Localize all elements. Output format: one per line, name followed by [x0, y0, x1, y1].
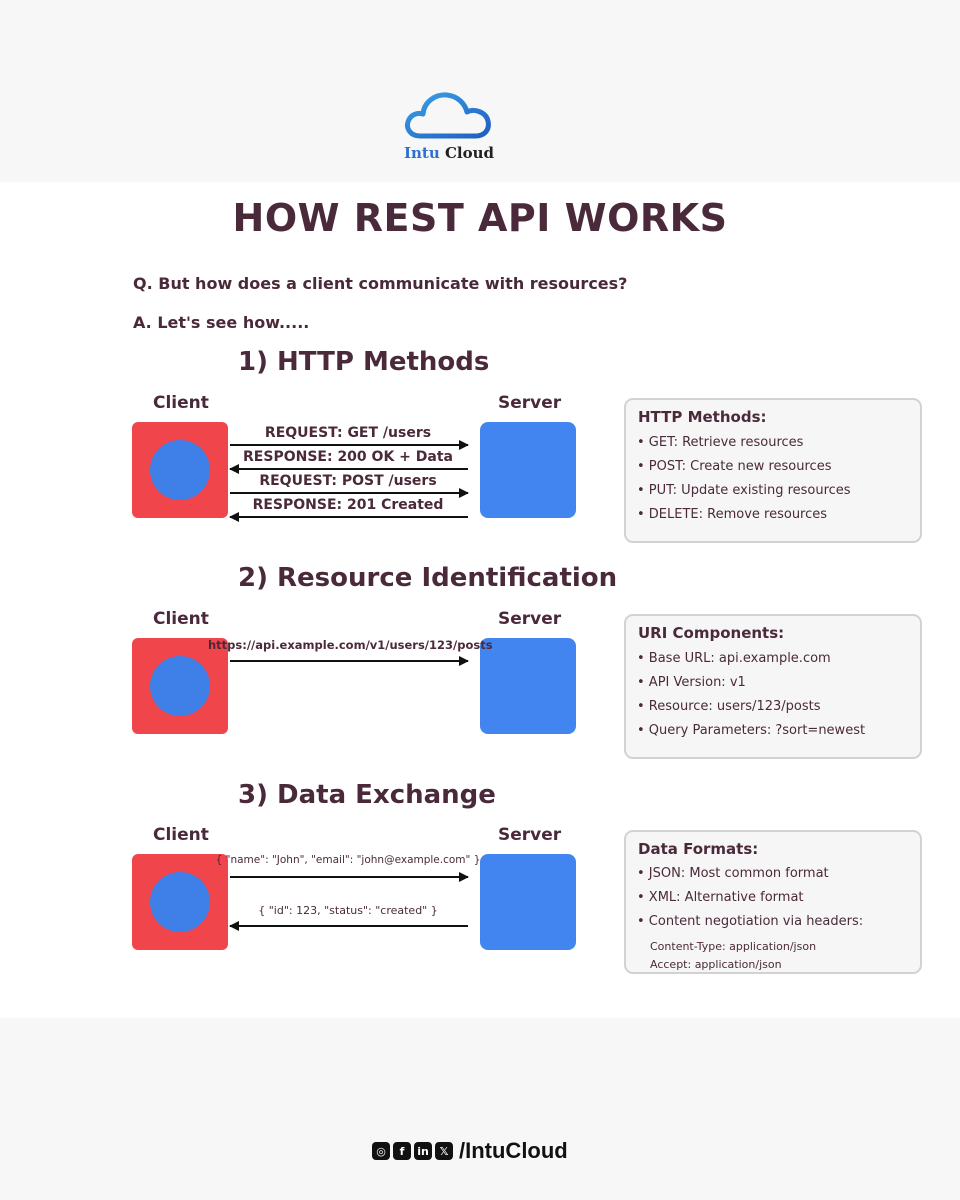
arrow-label-response-json: { "id": 123, "status": "created" } [258, 904, 438, 917]
social-handle-text: /IntuCloud [459, 1138, 568, 1163]
arrow-label-post-request: REQUEST: POST /users [259, 473, 437, 489]
info-item: • Content negotiation via headers: [637, 914, 864, 929]
client-label: Client [153, 609, 209, 629]
client-label: Client [153, 393, 209, 413]
arrow-label-get-request: REQUEST: GET /users [264, 425, 432, 441]
info-title: URI Components: [638, 624, 785, 642]
server-label: Server [498, 609, 562, 629]
info-item: • GET: Retrieve resources [637, 435, 804, 450]
info-item: • API Version: v1 [637, 675, 746, 690]
server-label: Server [498, 393, 562, 413]
info-item: • Resource: users/123/posts [637, 699, 821, 714]
info-item: • PUT: Update existing resources [637, 483, 851, 498]
info-subitem: Accept: application/json [650, 958, 782, 971]
brand-name-part2: Cloud [444, 144, 495, 162]
page-title: HOW REST API WORKS [232, 196, 728, 240]
arrow-label-uri: https://api.example.com/v1/users/123/posts [208, 638, 493, 652]
arrow-label-request-json: { "name": "John", "email": "john@example.com" } [215, 854, 481, 866]
x-icon[interactable]: 𝕏 [435, 1142, 453, 1160]
server-label: Server [498, 825, 562, 845]
question-text: Q. But how does a client communicate with resources? [133, 274, 628, 293]
info-title: HTTP Methods: [638, 408, 767, 426]
section-heading-data-exchange: 3) Data Exchange [238, 780, 496, 810]
brand-name-part1: Intu [403, 144, 440, 162]
client-label: Client [153, 825, 209, 845]
info-item: • POST: Create new resources [637, 459, 832, 474]
section-heading-resource-identification: 2) Resource Identification [238, 563, 618, 593]
arrow-label-200-response: RESPONSE: 200 OK + Data [243, 449, 453, 465]
info-item: • DELETE: Remove resources [637, 507, 828, 522]
social-handle [372, 1136, 568, 1166]
info-item: • Query Parameters: ?sort=newest [637, 723, 866, 738]
arrow-label-201-response: RESPONSE: 201 Created [252, 497, 444, 513]
info-title: Data Formats: [638, 840, 759, 858]
info-subitem: Content-Type: application/json [650, 940, 817, 953]
info-item: • XML: Alternative format [637, 890, 804, 905]
info-item: • JSON: Most common format [637, 866, 829, 881]
info-item: • Base URL: api.example.com [637, 651, 831, 666]
answer-text: A. Let's see how..... [133, 313, 310, 332]
facebook-icon[interactable]: f [393, 1142, 411, 1160]
linkedin-icon[interactable]: in [414, 1142, 432, 1160]
section-heading-http-methods: 1) HTTP Methods [238, 347, 490, 377]
instagram-icon[interactable]: ◎ [372, 1142, 390, 1160]
